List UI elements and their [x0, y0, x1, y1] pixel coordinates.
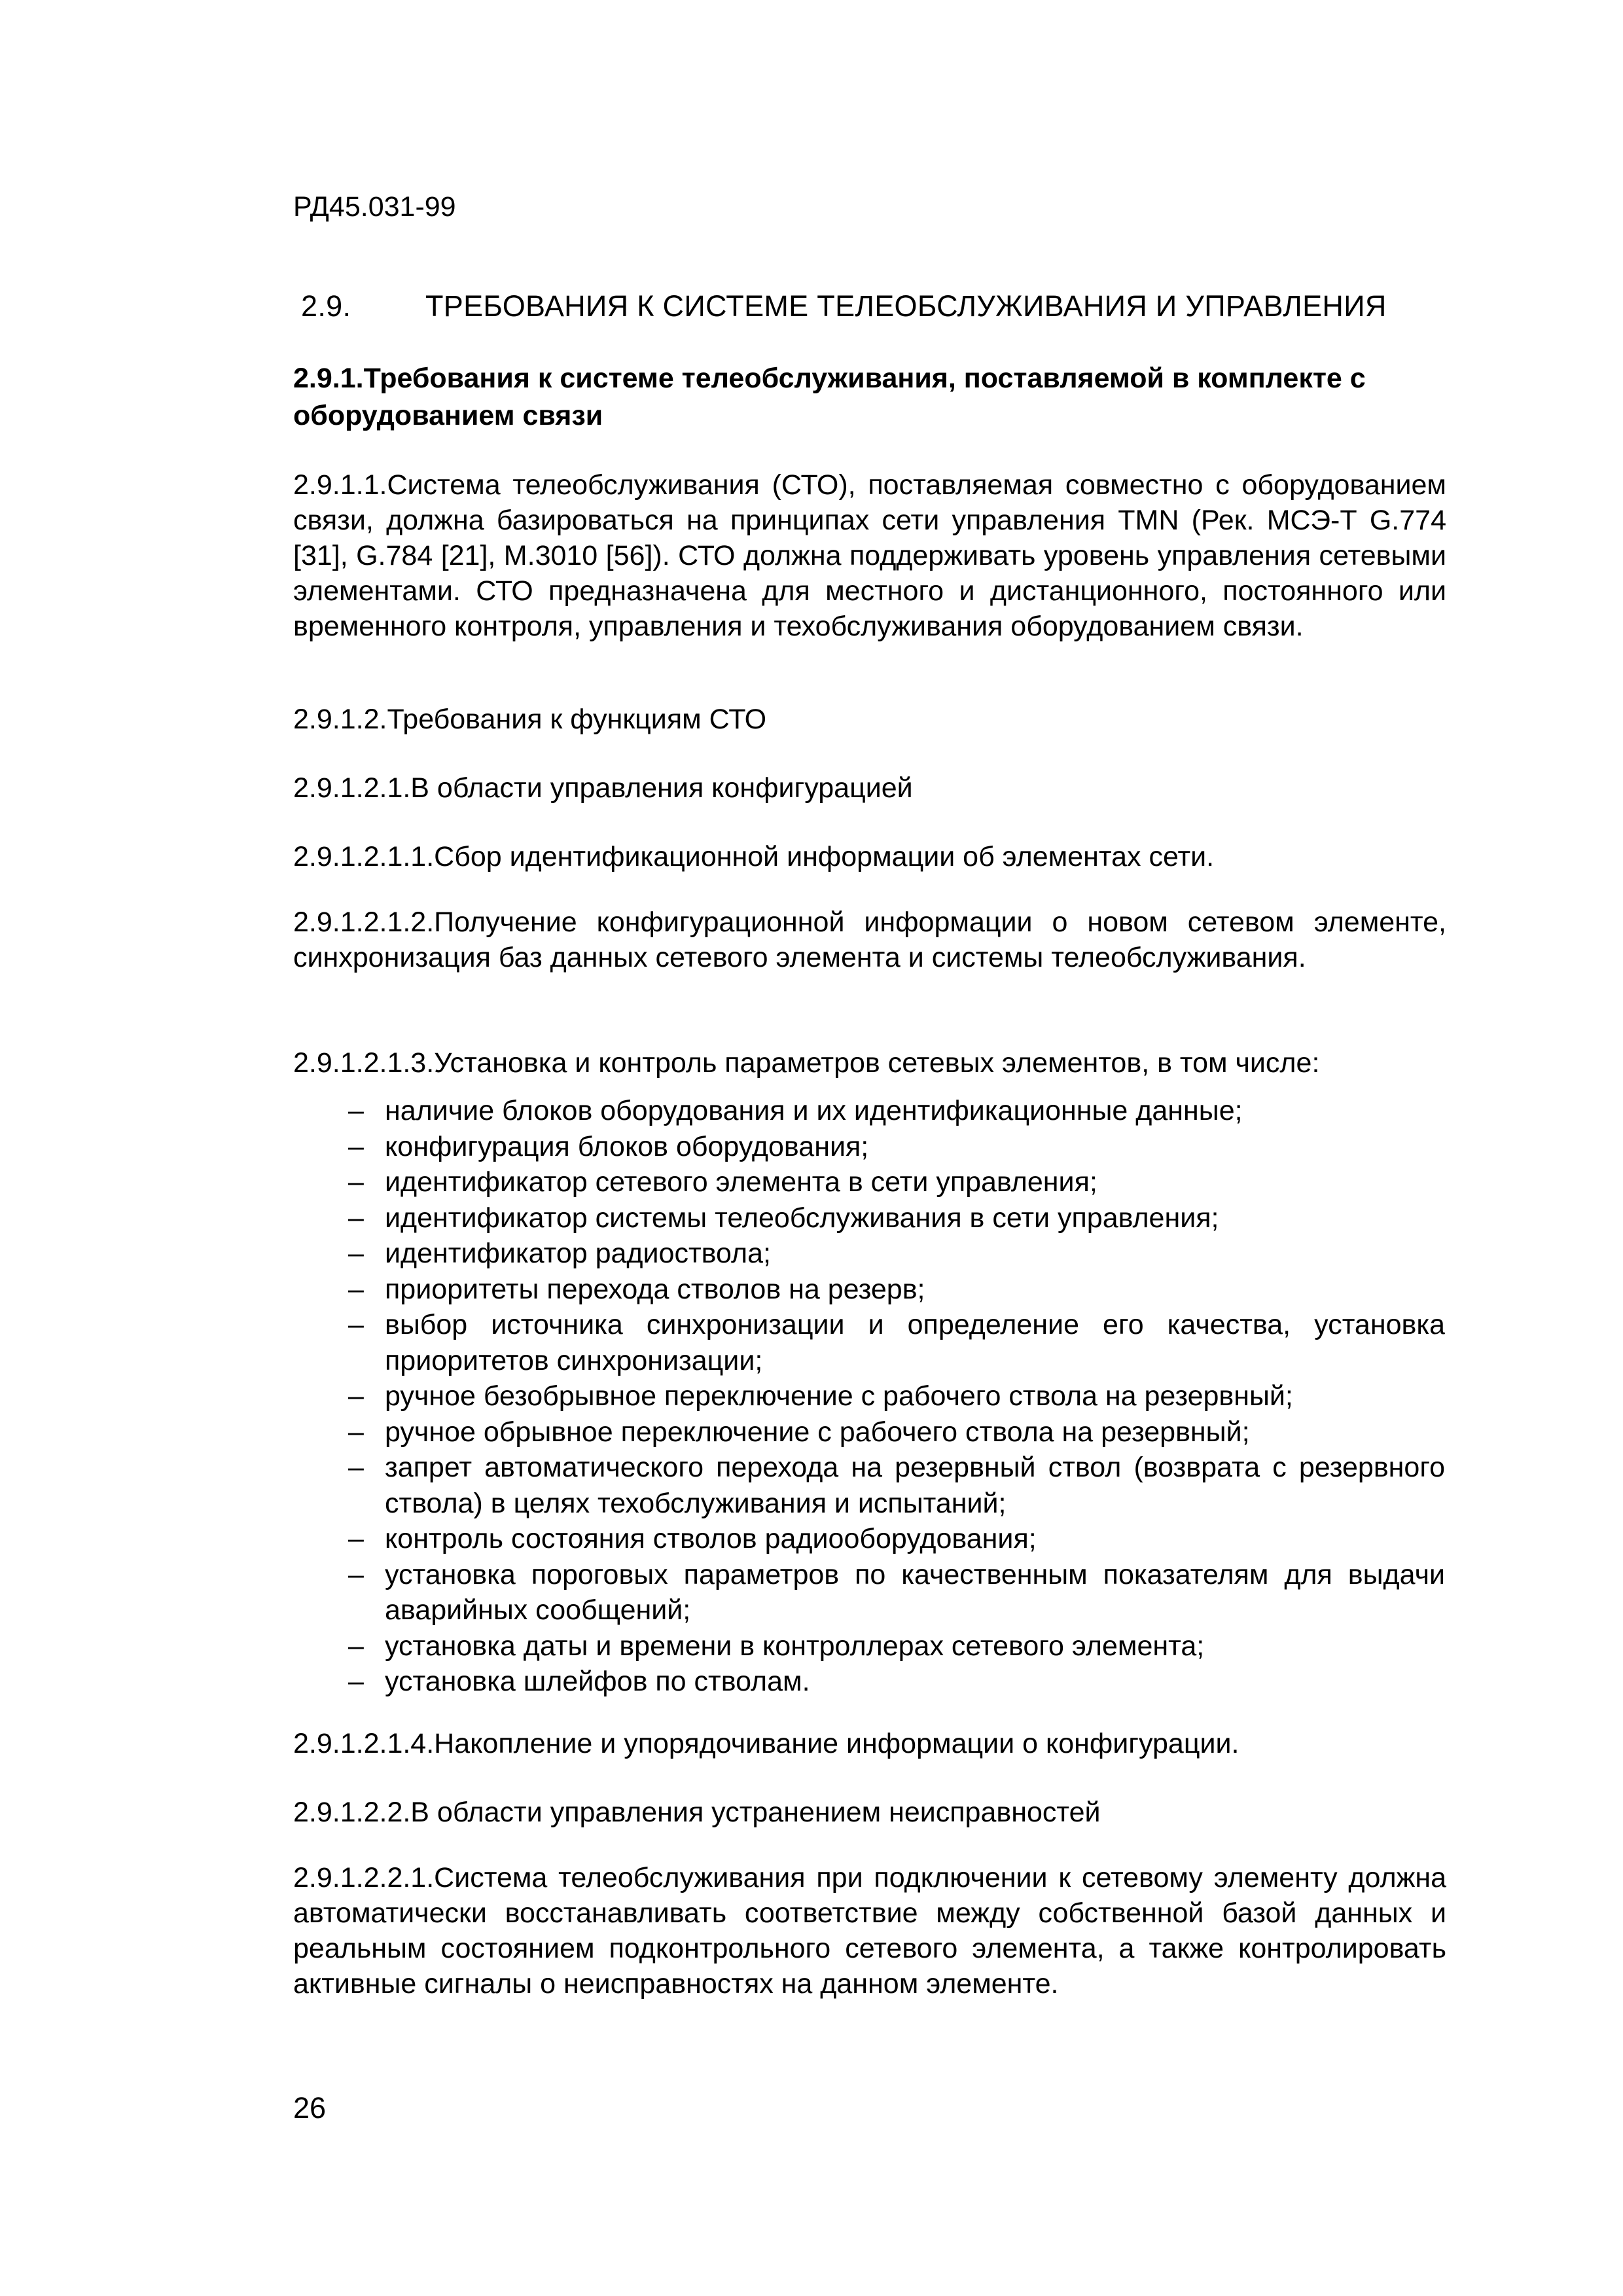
paragraph-2-9-1-2-2: 2.9.1.2.2.В области управления устранением неисправностей	[293, 1797, 1101, 1828]
list-item: – выбор источника синхронизации и определение его качества, установка приоритетов синхронизации;	[385, 1307, 1445, 1378]
paragraph-2-9-1-2-1-1: 2.9.1.2.1.1.Сбор идентификационной информации об элементах сети.	[293, 841, 1215, 872]
dash-bullet: –	[348, 1452, 364, 1483]
paragraph-2-9-1-2-1: 2.9.1.2.1.В области управления конфигурацией	[293, 772, 913, 804]
dash-bullet: –	[348, 1558, 364, 1590]
page-number: 26	[293, 2091, 327, 2125]
list-item: – ручное обрывное переключение с рабочего ствола на резервный;	[385, 1414, 1445, 1450]
dash-bullet: –	[348, 1630, 364, 1662]
paragraph-2-9-1-2-1-3: 2.9.1.2.1.3.Установка и контроль параметров сетевых элементов, в том числе:	[293, 1047, 1320, 1079]
dash-bullet: –	[348, 1380, 364, 1412]
paragraph-2-9-1-2-1-4: 2.9.1.2.1.4.Накопление и упорядочивание информации о конфигурации.	[293, 1728, 1240, 1759]
paragraph-2-9-1-2-1-2: 2.9.1.2.1.2.Получение конфигурационной информации о новом сетевом элементе, синхронизация баз данных сетевого элемента и системы телеобслуживания.	[293, 906, 1446, 973]
section-number: 2.9.	[301, 289, 351, 323]
paragraph-2-9-1-1: 2.9.1.1.Система телеобслуживания (СТО), поставляемая совместно с оборудованием связи, должна базироваться на принципах сети управления TMN (Рек. МСЭ-Т G.774 [31], G.784 [21], М.3010 [56]). СТО должна поддерживать уровень управления сетевыми элементами. СТО предназначена для местного и дистанционного, постоянного или временного контроля, управления и техобслуживания оборудованием связи.	[293, 469, 1446, 642]
dash-bullet: –	[348, 1666, 364, 1697]
list-item: – идентификатор радиоствола;	[385, 1236, 1445, 1272]
paragraph-2-9-1-2-2-1: 2.9.1.2.2.1.Система телеобслуживания при подключении к сетевому элементу должна автоматически восстанавливать соответствие между собственной базой данных и реальным состоянием подконтрольного сетевого элемента, а также контролировать активные сигналы о неисправностях на данном элементе.	[293, 1862, 1446, 2000]
dash-bullet: –	[348, 1309, 364, 1340]
dash-bullet: –	[348, 1166, 364, 1198]
list-item: – запрет автоматического перехода на резервный ствол (возврата с резервного ствола) в целях техобслуживания и испытаний;	[385, 1450, 1445, 1521]
document-code: РД45.031-99	[293, 191, 456, 223]
paragraph-2-9-1-2: 2.9.1.2.Требования к функциям СТО	[293, 704, 767, 735]
section-title: ТРЕБОВАНИЯ К СИСТЕМЕ ТЕЛЕОБСЛУЖИВАНИЯ И УПРАВЛЕНИЯ	[425, 289, 1387, 323]
list-item: – идентификатор сетевого элемента в сети управления;	[385, 1164, 1445, 1200]
subsection-heading: 2.9.1.Требования к системе телеобслуживания, поставляемой в комплекте с оборудованием связи	[293, 363, 1366, 431]
dash-bullet: –	[348, 1202, 364, 1234]
list-item: – ручное безобрывное переключение с рабочего ствола на резервный;	[385, 1378, 1445, 1414]
list-item: – контроль состояния стволов радиооборудования;	[385, 1521, 1445, 1557]
parameters-list	[348, 1093, 1445, 1700]
section-heading	[301, 289, 1387, 323]
list-item: – установка шлейфов по стволам.	[385, 1664, 1445, 1700]
dash-bullet: –	[348, 1130, 364, 1162]
list-item: – установка даты и времени в контроллерах сетевого элемента;	[385, 1628, 1445, 1664]
list-item: – идентификатор системы телеобслуживания в сети управления;	[385, 1200, 1445, 1236]
list-item: – приоритеты перехода стволов на резерв;	[385, 1272, 1445, 1308]
dash-bullet: –	[348, 1416, 364, 1448]
dash-bullet: –	[348, 1095, 364, 1126]
list-item: – установка пороговых параметров по качественным показателям для выдачи аварийных сообщений;	[385, 1557, 1445, 1628]
dash-bullet: –	[348, 1238, 364, 1269]
list-item: – конфигурация блоков оборудования;	[385, 1129, 1445, 1165]
dash-bullet: –	[348, 1523, 364, 1554]
list-item: – наличие блоков оборудования и их идентификационные данные;	[385, 1093, 1445, 1129]
dash-bullet: –	[348, 1273, 364, 1305]
